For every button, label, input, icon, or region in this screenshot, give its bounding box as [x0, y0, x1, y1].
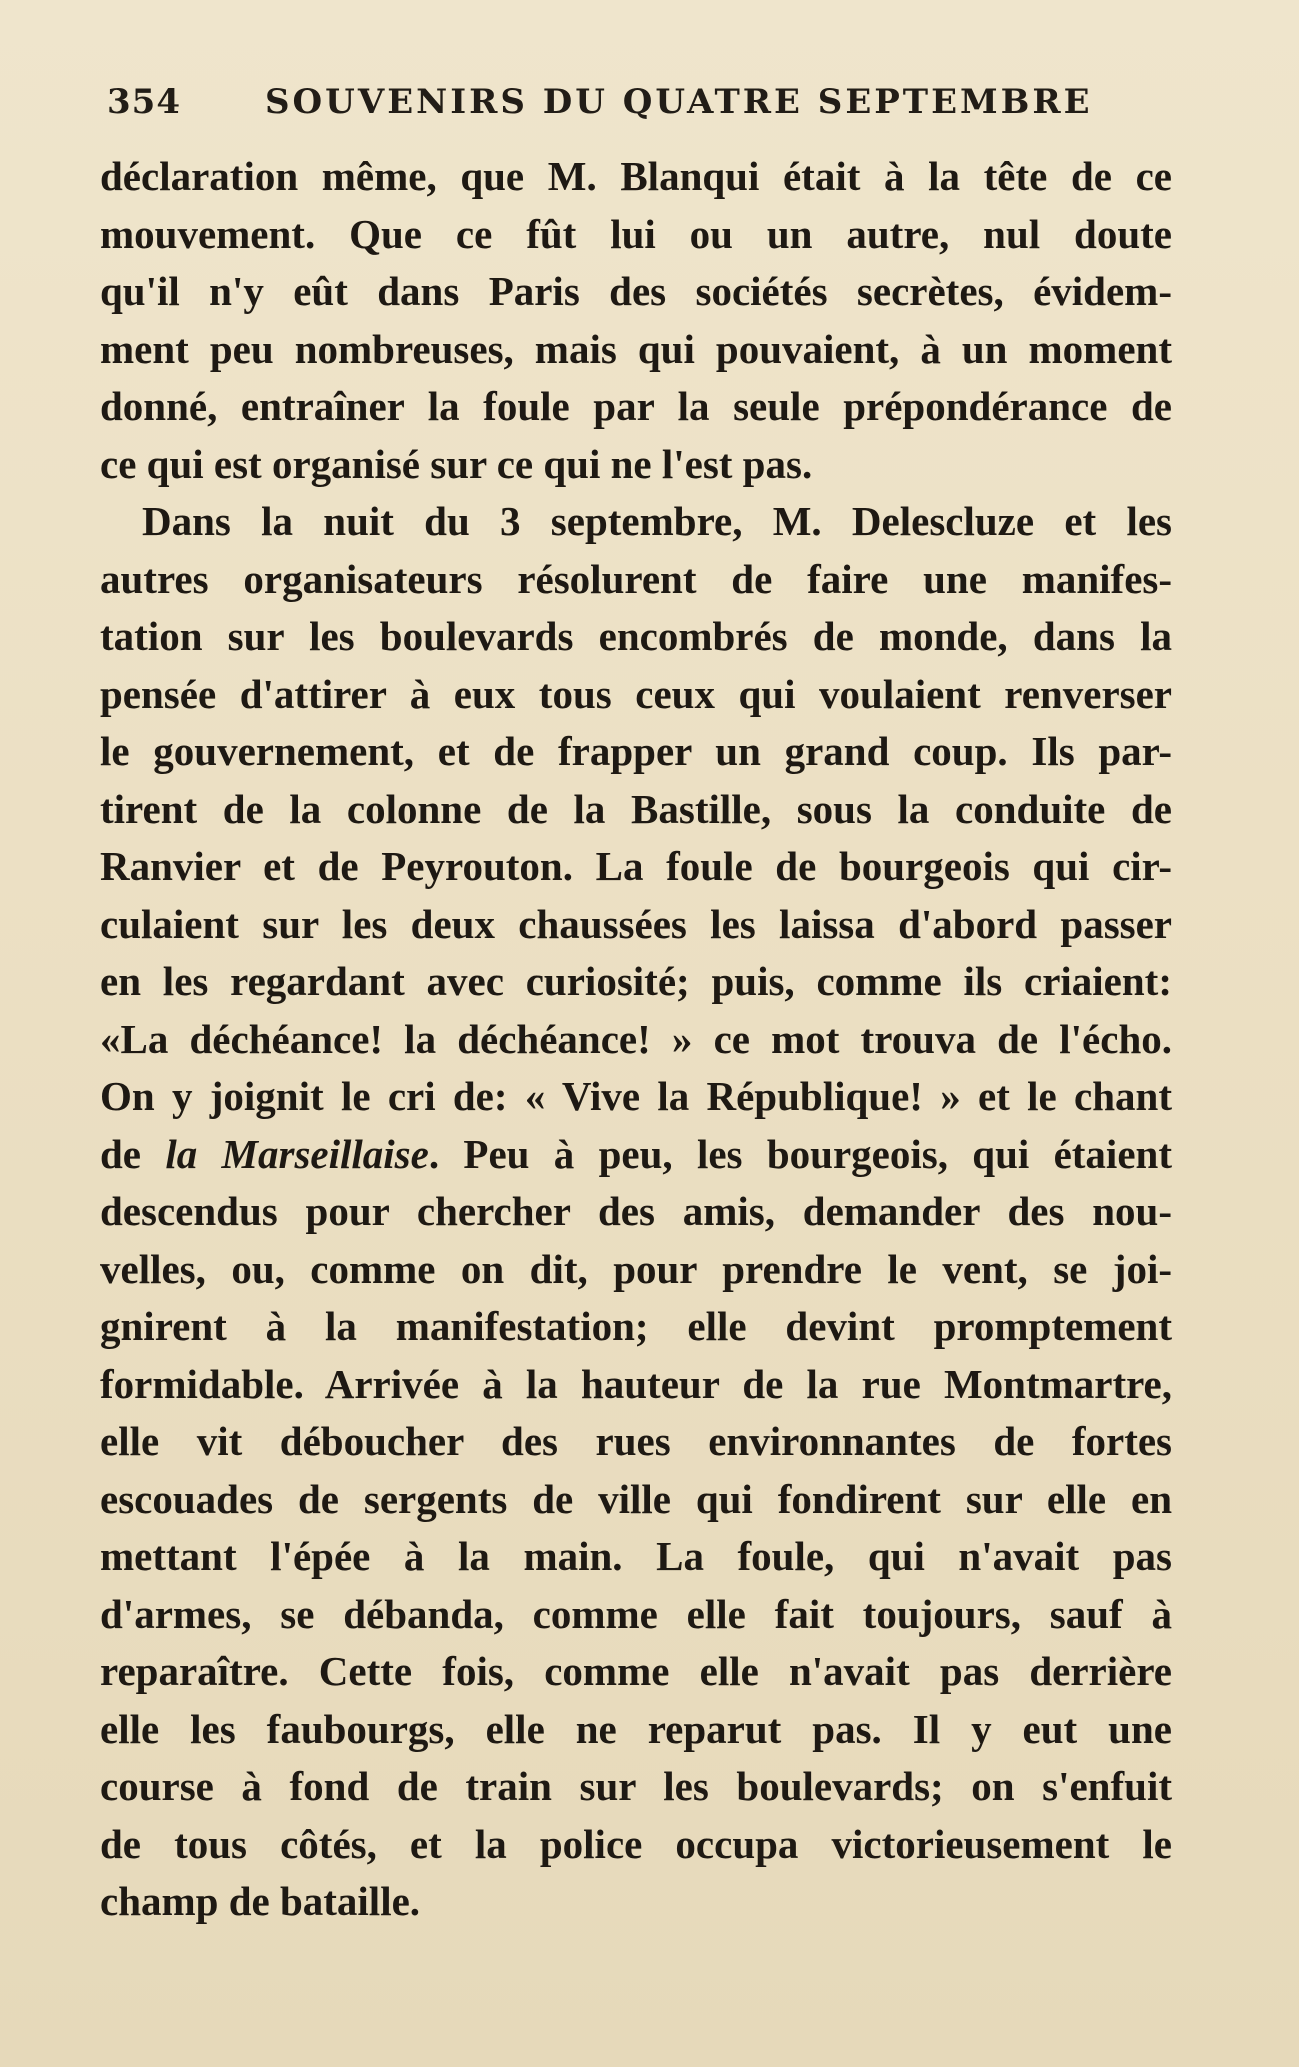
text-line: en les regardant avec curiosité; puis, comme ils criaient:: [100, 958, 1172, 1004]
body-text: [100, 148, 1172, 1931]
text-line: le gouvernement, et de frapper un grand coup. Ils par-: [100, 728, 1172, 774]
text-line: donné, entraîner la foule par la seule prépondérance de: [100, 383, 1172, 429]
text-fragment: de: [100, 1130, 166, 1177]
italic-title: la Marseillaise: [165, 1130, 429, 1177]
text-line: qu'il n'y eût dans Paris des sociétés secrètes, évidem-: [100, 268, 1172, 314]
text-line: ment peu nombreuses, mais qui pouvaient, à un moment: [100, 325, 1172, 372]
text-line: tation sur les boulevards encombrés de monde, dans la: [100, 613, 1172, 659]
text-line: course à fond de train sur les boulevards; on s'enfuit: [100, 1763, 1172, 1809]
page-number: 354: [107, 82, 181, 122]
text-line: ce qui est organisé sur ce qui ne l'est pas.: [100, 440, 813, 487]
text-line: pensée d'attirer à eux tous ceux qui voulaient renverser: [100, 670, 1172, 717]
text-line: Ranvier et de Peyrouton. La foule de bourgeois qui cir-: [100, 843, 1172, 889]
text-line: culaient sur les deux chaussées les laissa d'abord passer: [100, 900, 1172, 947]
text-line: d'armes, se débanda, comme elle fait toujours, sauf à: [100, 1590, 1172, 1637]
text-line: elle vit déboucher des rues environnantes de fortes: [100, 1418, 1172, 1464]
text-line: descendus pour chercher des amis, demander des nou-: [100, 1188, 1172, 1234]
page-header: [105, 72, 1175, 132]
text-line: velles, ou, comme on dit, pour prendre le vent, se joi-: [100, 1245, 1172, 1292]
text-line: mouvement. Que ce fût lui ou un autre, nul doute: [100, 210, 1172, 257]
text-line: tirent de la colonne de la Bastille, sous la conduite de: [100, 785, 1172, 832]
text-line: On y joignit le cri de: « Vive la République! » et le chant: [100, 1073, 1172, 1119]
text-line: mettant l'épée à la main. La foule, qui n'avait pas: [100, 1533, 1172, 1579]
text-line: autres organisateurs résolurent de faire une manifes-: [100, 555, 1172, 602]
text-line-paragraph-start: Dans la nuit du 3 septembre, M. Delescluze et les: [142, 498, 1172, 544]
text-line: gnirent à la manifestation; elle devint promptement: [100, 1303, 1172, 1349]
text-line: formidable. Arrivée à la hauteur de la rue Montmartre,: [100, 1360, 1172, 1407]
text-line: elle les faubourgs, elle ne reparut pas. Il y eut une: [100, 1705, 1172, 1752]
text-line-with-title: [100, 1126, 1172, 1184]
text-line: de tous côtés, et la police occupa victorieusement le: [100, 1820, 1172, 1867]
text-line: escouades de sergents de ville qui fondirent sur elle en: [100, 1475, 1172, 1522]
text-fragment: . Peu à peu, les bourgeois, qui étaient: [428, 1130, 1172, 1177]
text-line: champ de bataille.: [100, 1878, 421, 1924]
text-line: reparaître. Cette fois, comme elle n'avait pas derrière: [100, 1648, 1172, 1694]
text-line: «La déchéance! la déchéance! » ce mot trouva de l'écho.: [100, 1015, 1172, 1062]
running-head-title: SOUVENIRS DU QUATRE SEPTEMBRE: [265, 82, 1093, 122]
text-line: déclaration même, que M. Blanqui était à la tête de ce: [100, 153, 1172, 199]
